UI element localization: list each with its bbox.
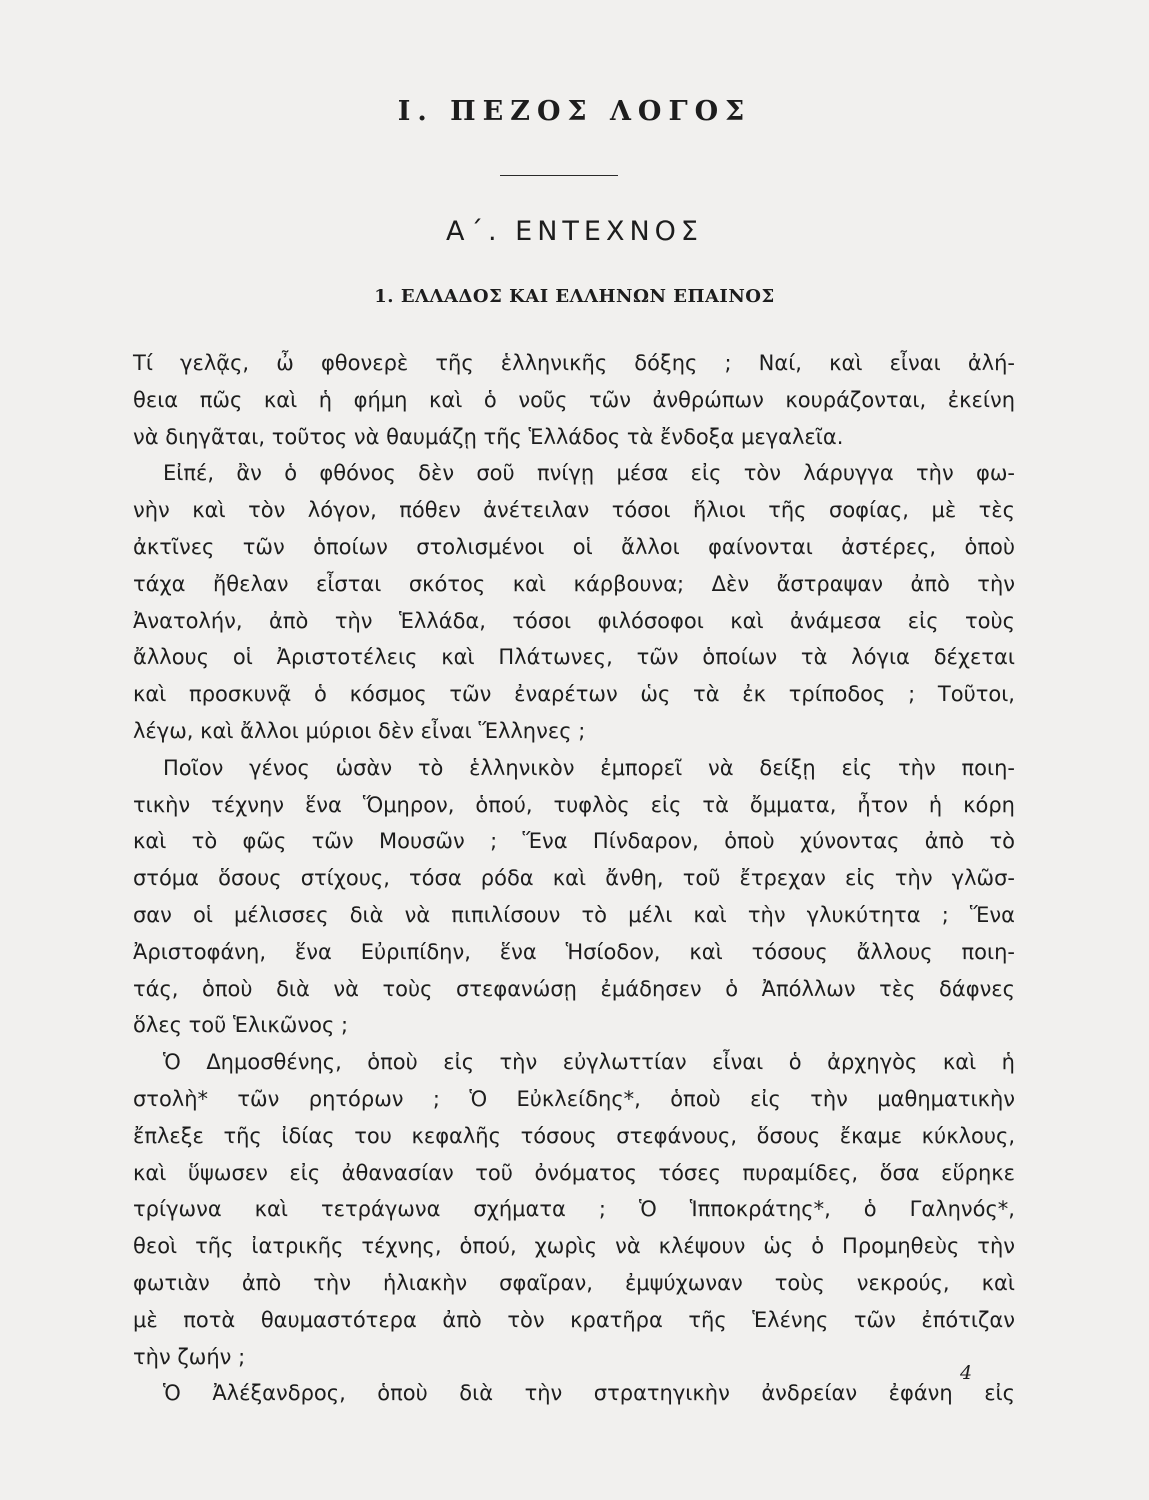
page-number: 4 (960, 1362, 973, 1384)
text-line: Ὁ Δημοσθένης, ὁποὺ εἰς τὴν εὐγλωττίαν εἶναι ὁ ἀρχηγὸς καὶ ἡ (163, 1050, 1015, 1075)
text-line: τικὴν τέχνην ἕνα Ὅμηρον, ὁπού, τυφλὸς εἰς τὰ ὄμματα, ἦτον ἡ κόρη (133, 792, 1015, 817)
subsection-title: Α΄. ΕΝΤΕΧΝΟΣ (446, 216, 703, 247)
body-text (133, 345, 1015, 1412)
text-line: τρίγωνα καὶ τετράγωνα σχήματα ; Ὁ Ἱπποκράτης*, ὁ Γαληνός*, (133, 1197, 1015, 1222)
text-line: καὶ προσκυνᾷ ὁ κόσμος τῶν ἐναρέτων ὡς τὰ ἐκ τρίποδος ; Τοῦτοι, (133, 682, 1015, 707)
text-line: σαν οἱ μέλισσες διὰ νὰ πιπιλίσουν τὸ μέλι καὶ τὴν γλυκύτητα ; Ἕνα (133, 902, 1015, 927)
text-line: Ὁ Ἀλέξανδρος, ὁποὺ διὰ τὴν στρατηγικὴν ἀνδρείαν ἐφάνη εἰς (163, 1381, 1015, 1406)
text-line: τάχα ἤθελαν εἶσται σκότος καὶ κάρβουνα; Δὲν ἄστραψαν ἀπὸ τὴν (133, 571, 1015, 596)
text-line: στολὴ* τῶν ρητόρων ; Ὁ Εὐκλείδης*, ὁποὺ εἰς τὴν μαθηματικὴν (133, 1086, 1015, 1111)
text-line: νὴν καὶ τὸν λόγον, πόθεν ἀνέτειλαν τόσοι ἥλιοι τῆς σοφίας, μὲ τὲς (133, 498, 1015, 523)
text-line: ἔπλεξε τῆς ἰδίας του κεφαλῆς τόσους στεφάνους, ὅσους ἔκαμε κύκλους, (133, 1123, 1015, 1148)
text-line: θεια πῶς καὶ ἡ φήμη καὶ ὁ νοῦς τῶν ἀνθρώπων κουράζονται, ἐκείνη (133, 387, 1015, 412)
text-line: Ποῖον γένος ὡσὰν τὸ ἑλληνικὸν ἐμπορεῖ νὰ δείξῃ εἰς τὴν ποιη- (163, 755, 1015, 780)
text-line: ὅλες τοῦ Ἑλικῶνος ; (133, 1013, 349, 1038)
text-line: στόμα ὅσους στίχους, τόσα ρόδα καὶ ἄνθη, τοῦ ἔτρεχαν εἰς τὴν γλῶσ- (133, 866, 1015, 891)
section-title: Ι. ΠΕΖΟΣ ΛΟΓΟΣ (397, 96, 752, 127)
text-line: τάς, ὁποὺ διὰ νὰ τοὺς στεφανώσῃ ἐμάδησεν ὁ Ἀπόλλων τὲς δάφνες (133, 976, 1015, 1001)
text-line: Ἀνατολήν, ἀπὸ τὴν Ἑλλάδα, τόσοι φιλόσοφοι καὶ ἀνάμεσα εἰς τοὺς (133, 608, 1015, 633)
text-line: νὰ διηγᾶται, τοῦτος νὰ θαυμάζῃ τῆς Ἑλλάδος τὰ ἔνδοξα μεγαλεῖα. (133, 424, 844, 449)
text-line: μὲ ποτὰ θαυμαστότερα ἀπὸ τὸν κρατῆρα τῆς Ἑλένης τῶν ἐπότιζαν (133, 1307, 1015, 1332)
text-line: τὴν ζωήν ; (133, 1344, 246, 1369)
title-divider (500, 175, 618, 176)
text-line: καὶ τὸ φῶς τῶν Μουσῶν ; Ἕνα Πίνδαρον, ὁποὺ χύνοντας ἀπὸ τὸ (133, 829, 1015, 854)
text-line: Τί γελᾷς, ὦ φθονερὲ τῆς ἑλληνικῆς δόξης ; Ναί, καὶ εἶναι ἀλή- (133, 351, 1015, 375)
text-line: θεοὶ τῆς ἰατρικῆς τέχνης, ὁπού, χωρὶς νὰ κλέψουν ὡς ὁ Προμηθεὺς τὴν (133, 1234, 1015, 1259)
text-line: λέγω, καὶ ἄλλοι μύριοι δὲν εἶναι Ἕλληνες ; (133, 718, 586, 743)
text-line: φωτιὰν ἀπὸ τὴν ἡλιακὴν σφαῖραν, ἐμψύχωναν τοὺς νεκρούς, καὶ (133, 1270, 1015, 1295)
text-line: καὶ ὕψωσεν εἰς ἀθανασίαν τοῦ ὀνόματος τόσες πυραμίδες, ὅσα εὕρηκε (133, 1160, 1015, 1185)
chapter-title: 1. ΕΛΛΑΔΟΣ ΚΑΙ ΕΛΛΗΝΩΝ ΕΠΑΙΝΟΣ (374, 286, 775, 307)
text-line: ἀκτῖνες τῶν ὁποίων στολισμένοι οἱ ἄλλοι φαίνονται ἀστέρες, ὁποὺ (133, 534, 1015, 559)
text-line: Ἀριστοφάνη, ἕνα Εὐριπίδην, ἕνα Ἡσίοδον, καὶ τόσους ἄλλους ποιη- (133, 939, 1015, 964)
text-line: Εἰπέ, ἂν ὁ φθόνος δὲν σοῦ πνίγῃ μέσα εἰς τὸν λάρυγγα τὴν φω- (163, 461, 1015, 486)
text-line: ἄλλους οἱ Ἀριστοτέλεις καὶ Πλάτωνες, τῶν ὁποίων τὰ λόγια δέχεται (133, 645, 1015, 670)
